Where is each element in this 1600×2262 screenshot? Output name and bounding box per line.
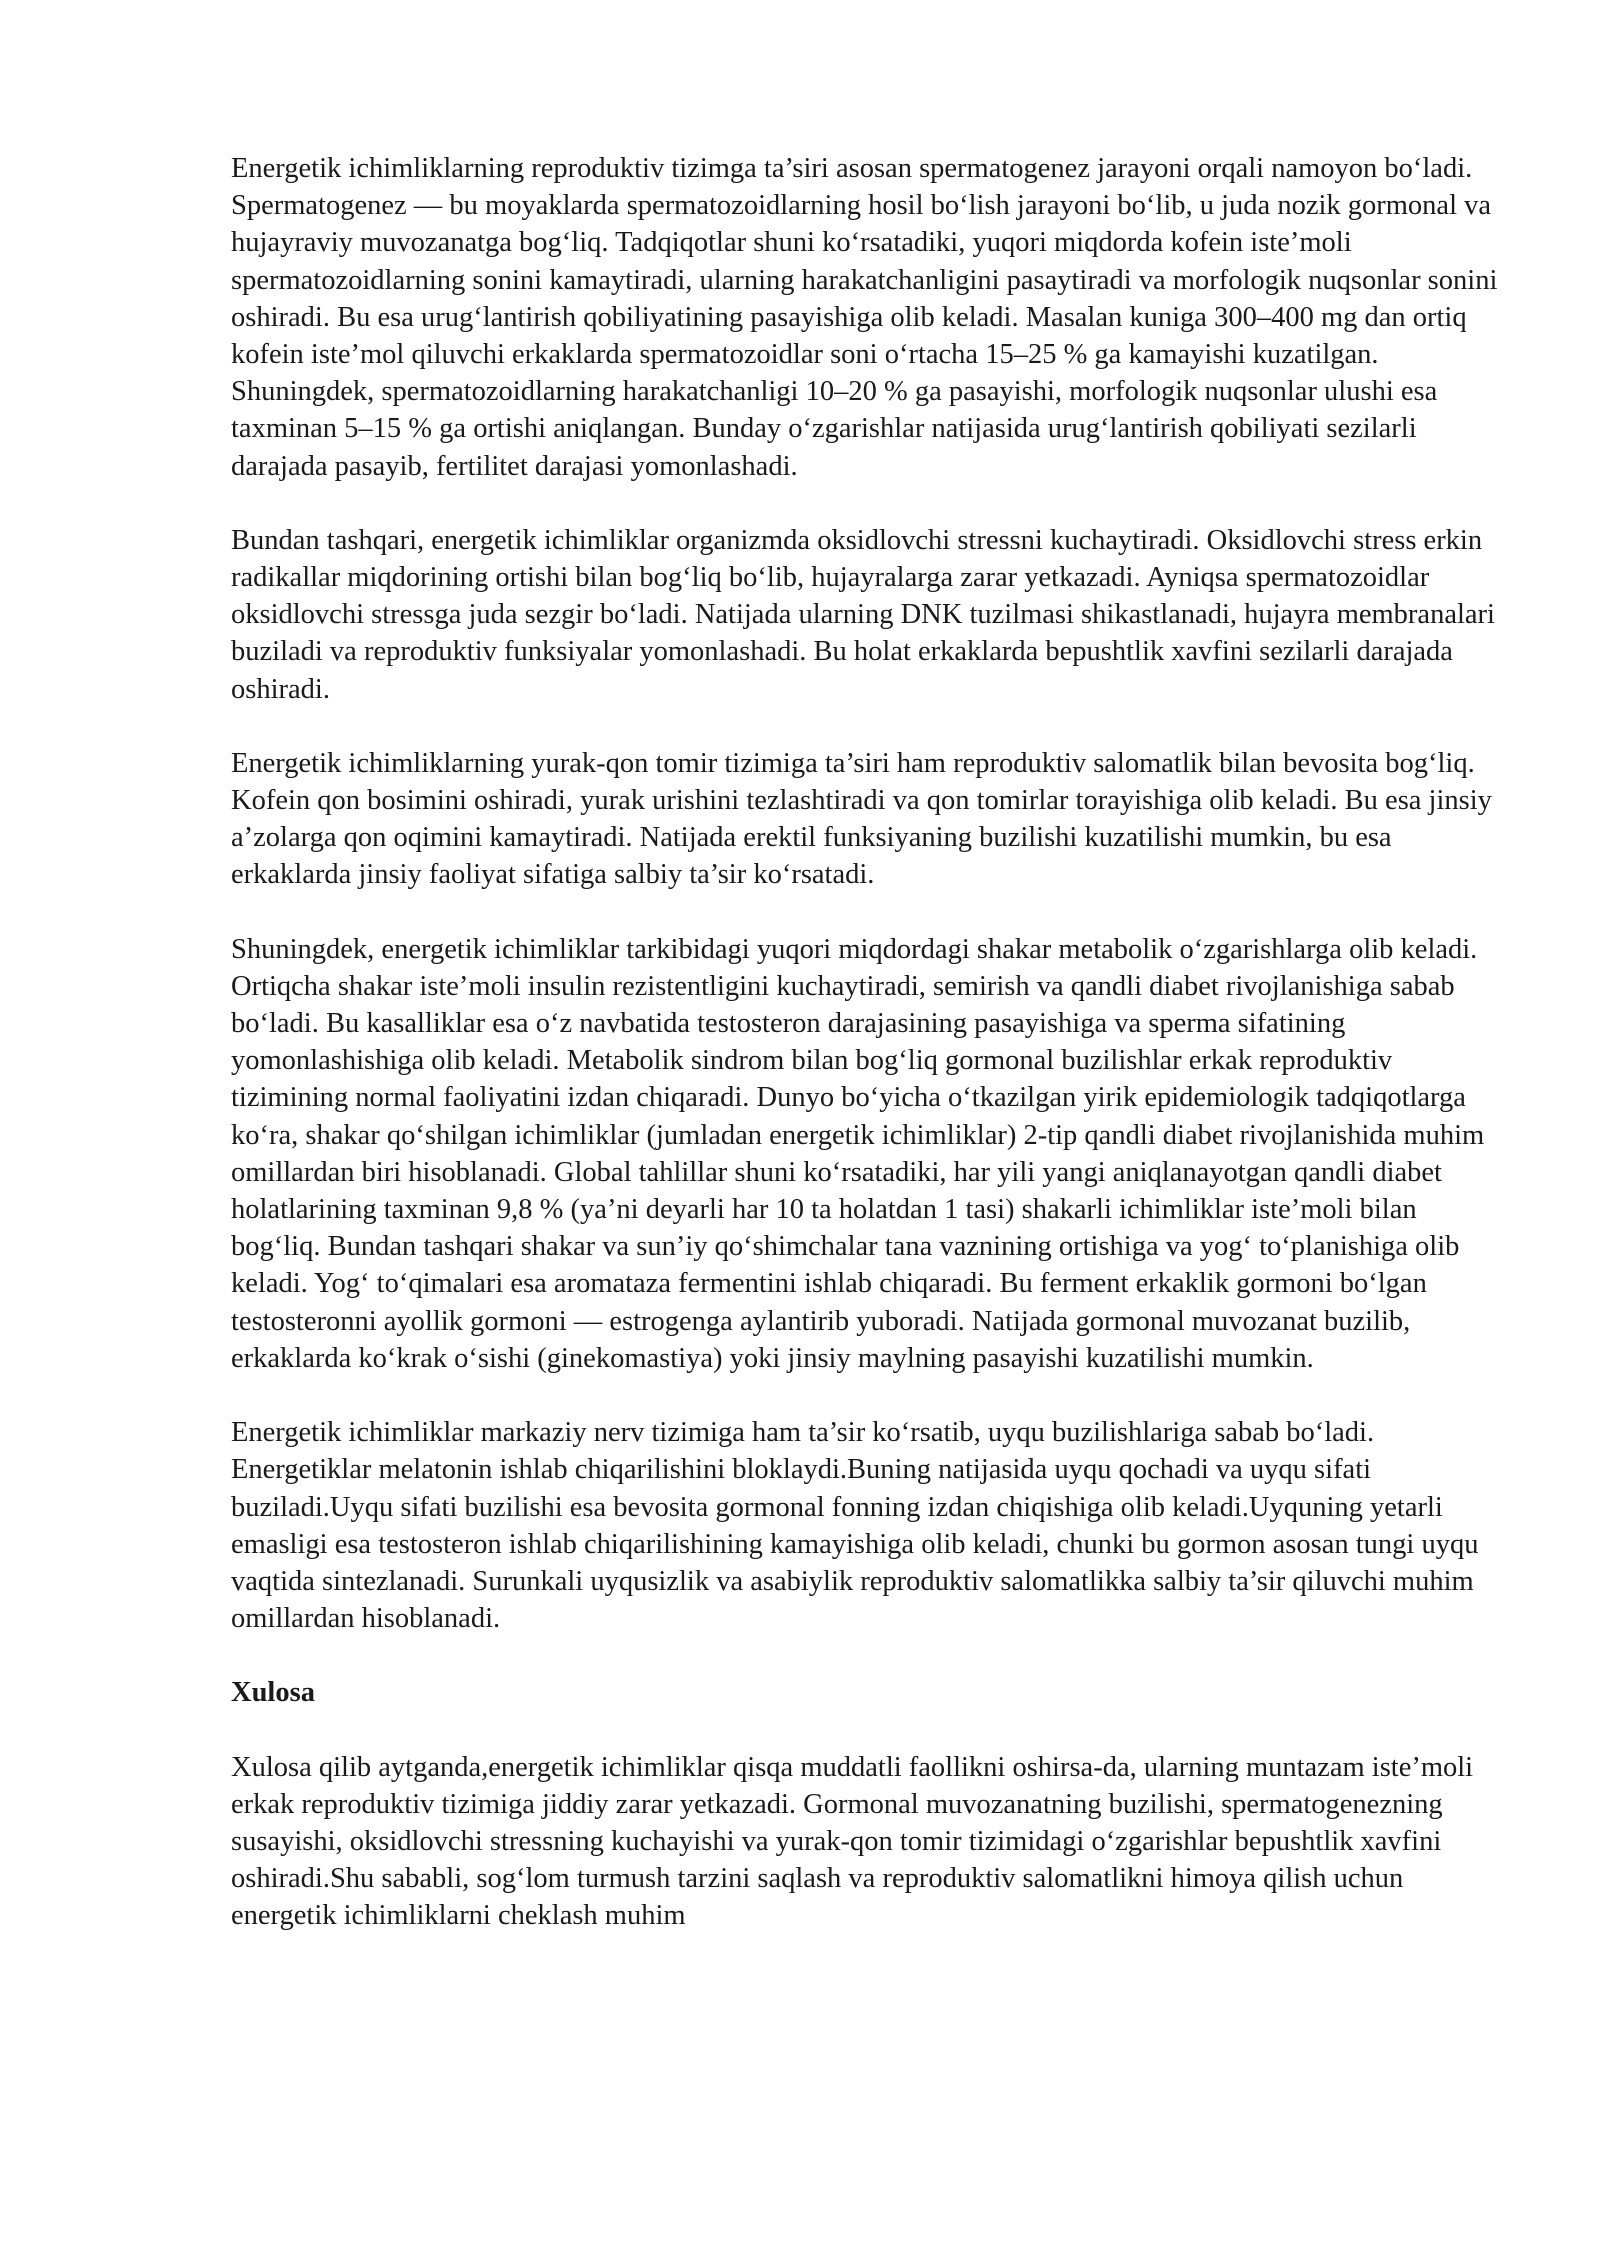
paragraph-spermatogenesis: Energetik ichimliklarning reproduktiv tizimga ta’siri asosan spermatogenez jarayoni orqali namoyon bo‘ladi. Spermatogenez — bu moyaklarda spermatozoidlarning hosil bo‘lish jarayoni bo‘lib, u juda nozik gormonal va hujayraviy muvozanatga bog‘liq. Tadqiqotlar shuni ko‘rsatadiki, yuqori miqdorda kofein iste’moli spermatozoidlarning sonini kamaytiradi, ularning harakatchanligini pasaytiradi va morfologik nuqsonlar sonini oshiradi. Bu esa urug‘lantirish qobiliyatining pasayishiga olib keladi. Masalan kuniga 300–400 mg dan ortiq kofein iste’mol qiluvchi erkaklarda spermatozoidlar soni o‘rtacha 15–25 % ga kamayishi kuzatilgan. Shuningdek, spermatozoidlarning harakatchanligi 10–20 % ga pasayishi, morfologik nuqsonlar ulushi esa taxminan 5–15 % ga ortishi aniqlangan. Bunday o‘zgarishlar natijasida urug‘lantirish qobiliyati sezilarli darajada pasayib, fertilitet darajasi yomonlashadi. [231, 153, 1498, 482]
paragraph-nervous-system: Energetik ichimliklar markaziy nerv tizimiga ham ta’sir ko‘rsatib, uyqu buzilishlariga sabab bo‘ladi. Energetiklar melatonin ishlab chiqarilishini bloklaydi.Buning natijasida uyqu qochadi va uyqu sifati buziladi.Uyqu sifati buzilishi esa bevosita gormonal fonning izdan chiqishiga olib keladi.Uyquning yetarli emasligi esa testosteron ishlab chiqarilishining kamayishiga olib keladi, chunki bu gormon asosan tungi uyqu vaqtida sintezlanadi. Surunkali uyqusizlik va asabiylik reproduktiv salomatlikka salbiy ta’sir qiluvchi muhim omillardan hisoblanadi. [231, 1417, 1479, 1635]
paragraph-cardiovascular: Energetik ichimliklarning yurak-qon tomir tizimiga ta’siri ham reproduktiv salomatlik bilan bevosita bog‘liq. Kofein qon bosimini oshiradi, yurak urishini tezlashtiradi va qon tomirlar torayishiga olib keladi. Bu esa jinsiy a’zolarga qon oqimini kamaytiradi. Natijada erektil funksiyaning buzilishi kuzatilishi mumkin, bu esa erkaklarda jinsiy faoliyat sifatiga salbiy ta’sir ko‘rsatadi. [231, 747, 1492, 891]
paragraph-oxidative-stress: Bundan tashqari, energetik ichimliklar organizmda oksidlovchi stressni kuchaytiradi. Oksidlovchi stress erkin radikallar miqdorining ortishi bilan bog‘liq bo‘lib, hujayralarga zarar yetkazadi. Ayniqsa spermatozoidlar oksidlovchi stressga juda sezgir bo‘ladi. Natijada ularning DNK tuzilmasi shikastlanadi, hujayra membranalari buziladi va reproduktiv funksiyalar yomonlashadi. Bu holat erkaklarda bepushtlik xavfini sezilarli darajada oshiradi. [231, 524, 1495, 705]
document-page [231, 150, 1501, 1972]
conclusion-paragraph: Xulosa qilib aytganda,energetik ichimliklar qisqa muddatli faollikni oshirsa-da, ularning muntazam iste’moli erkak reproduktiv tizimiga jiddiy zarar yetkazadi. Gormonal muvozanatning buzilishi, spermatogenezning susayishi, oksidlovchi stressning kuchayishi va yurak-qon tomir tizimidagi o‘zgarishlar bepushtlik xavfini oshiradi.Shu sababli, sog‘lom turmush tarzini saqlash va reproduktiv salomatlikni himoya qilish uchun energetik ichimliklarni cheklash muhim [231, 1751, 1474, 1932]
paragraph-metabolic: Shuningdek, energetik ichimliklar tarkibidagi yuqori miqdordagi shakar metabolik o‘zgarishlarga olib keladi. Ortiqcha shakar iste’moli insulin rezistentligini kuchaytiradi, semirish va qandli diabet rivojlanishiga sabab bo‘ladi. Bu kasalliklar esa o‘z navbatida testosteron darajasining pasayishiga va sperma sifatining yomonlashishiga olib keladi. Metabolik sindrom bilan bog‘liq gormonal buzilishlar erkak reproduktiv tizimining normal faoliyatini izdan chiqaradi. Dunyo bo‘yicha o‘tkazilgan yirik epidemiologik tadqiqotlarga ko‘ra, shakar qo‘shilgan ichimliklar (jumladan energetik ichimliklar) 2-tip qandli diabet rivojlanishida muhim omillardan biri hisoblanadi. Global tahlillar shuni ko‘rsatadiki, har yili yangi aniqlanayotgan qandli diabet holatlarining taxminan 9,8 % (ya’ni deyarli har 10 ta holatdan 1 tasi) shakarli ichimliklar iste’moli bilan bog‘liq. Bundan tashqari shakar va sun’iy qo‘shimchalar tana vaznining ortishiga va yog‘ to‘planishiga olib keladi. Yog‘ to‘qimalari esa aromataza fermentini ishlab chiqaradi. Bu ferment erkaklik gormoni bo‘lgan testosteronni ayollik gormoni — estrogenga aylantirib yuboradi. Natijada gormonal muvozanat buzilib, erkaklarda ko‘krak o‘sishi (ginekomastiya) yoki jinsiy maylning pasayishi kuzatilishi mumkin. [231, 933, 1485, 1374]
conclusion-heading: Xulosa [231, 1677, 315, 1709]
